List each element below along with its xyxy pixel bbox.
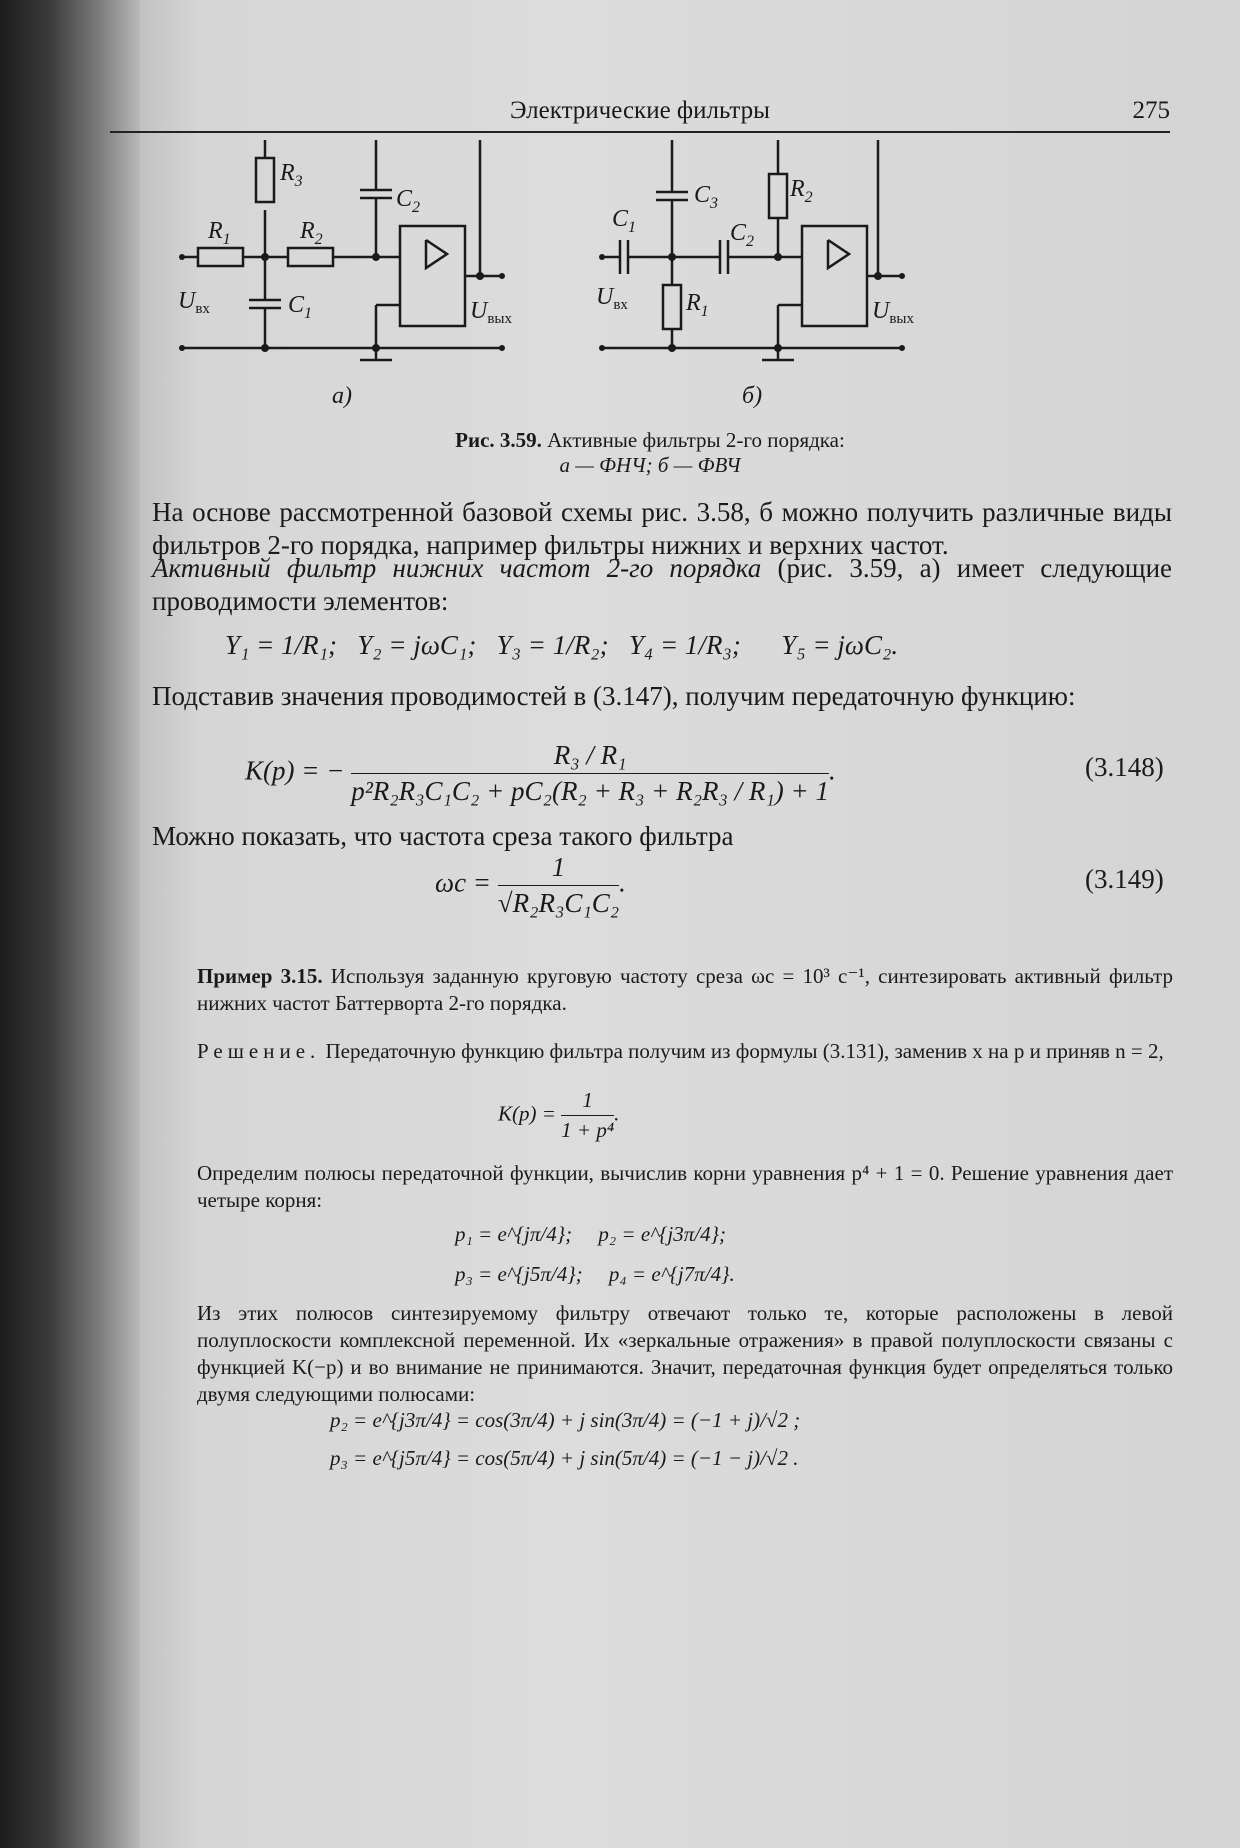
label-c2: $C_2$ [396, 186, 421, 216]
eq148-lhs: K(p) = − [245, 755, 345, 786]
label-c3: $C_3$ [694, 182, 719, 212]
poles-line-1: p₂ = e^{j3π/4} = cos(3π/4) + j sin(3π/4) = (−1 + j)/√2 ; [330, 1408, 801, 1432]
eq149-denominator: √R₂R₃C₁C₂ [497, 888, 620, 918]
label-c2: $C_2$ [730, 220, 755, 250]
figure-3-59b-highpass-circuit [590, 140, 1030, 440]
paragraph-2-rest: (рис. 3.59, а) имеет следующие проводимости элементов: [152, 553, 1173, 616]
kp-denominator: 1 + p⁴ [561, 1118, 615, 1142]
highpass-schematic [590, 140, 1030, 440]
lowpass-schematic [170, 140, 610, 440]
kp-fraction [561, 1088, 614, 1143]
label-c1: $C_1$ [288, 292, 313, 322]
page-number: 275 [1132, 97, 1170, 124]
label-uout: $U_{вых}$ [872, 298, 915, 327]
equation-number-3-148: (3.148) [1085, 752, 1164, 782]
running-header [110, 95, 1170, 133]
paragraph-3: Подставив значения проводимостей в (3.147), получим передаточную функцию: [152, 681, 1076, 711]
label-uin: $U_{вх}$ [596, 284, 628, 313]
caption-label: Рис. 3.59. [455, 428, 542, 452]
figure-caption [150, 428, 1150, 478]
roots-line-1: p₁ = e^{jπ/4}; p₂ = e^{j3π/4}; [455, 1222, 727, 1246]
eq148-numerator: R₃ / R₁ [351, 740, 829, 774]
example-text: Используя заданную круговую частоту среза ωc = 10³ c⁻¹, синтезировать активный фильтр нижних частот Баттерворта 2-го порядка. [197, 964, 1173, 1015]
label-r3: $R_3$ [280, 160, 303, 190]
paragraph-4: Можно показать, что частота среза такого фильтра [152, 821, 734, 851]
label-r2: $R_2$ [300, 218, 323, 248]
figure-3-59a-lowpass-circuit [170, 140, 610, 440]
eq149-numerator: 1 [498, 852, 619, 886]
paragraph-5: Определим полюсы передаточной функции, вычислив корни уравнения p⁴ + 1 = 0. Решение уравнения дает четыре корня: [197, 1161, 1173, 1212]
solution-text: Передаточную функцию фильтра получим из формулы (3.131), заменив x на p и приняв n = 2, [320, 1039, 1164, 1063]
kp-tail: . [614, 1101, 620, 1126]
label-uout: $U_{вых}$ [470, 298, 513, 327]
equation-conductances: Y₁ = 1/R₁; Y₂ = jωC₁; Y₃ = 1/R₂; Y₄ = 1/R₃; Y₅ = jωC₂. [225, 630, 899, 660]
solution-word: Решение. [197, 1039, 321, 1063]
equation-3-148 [245, 740, 836, 807]
example-3-15 [197, 963, 1173, 1017]
eq149-lhs: ωc = [435, 867, 492, 898]
label-r2: $R_2$ [790, 176, 813, 206]
label-r1: $R_1$ [208, 218, 231, 248]
solution-paragraph [197, 1038, 1173, 1065]
figure-b-label: б) [742, 383, 763, 409]
paragraph-6: Из этих полюсов синтезируемому фильтру отвечают только те, которые расположены в левой полуплоскости комплексной переменной. Их «зеркальные отражения» в правой полуплоскости связаны с функцией K(−p) и во внимание не принимаются. Значит, передаточная функция будет определяться только двумя следующими полюсами: [197, 1301, 1173, 1406]
caption-subtitle: а — ФНЧ; б — ФВЧ [559, 453, 741, 477]
label-c1: $C_1$ [612, 206, 637, 236]
equation-kp [498, 1088, 619, 1143]
paragraph-1: На основе рассмотренной базовой схемы рис. 3.58, б можно получить различные виды фильтров 2-го порядка, например фильтры нижних и верхних частот. [152, 497, 1172, 560]
figure-a-label: а) [332, 383, 352, 409]
eq148-denominator: p²R₂R₃C₁C₂ + pC₂(R₂ + R₃ + R₂R₃ / R₁) + 1 [351, 776, 829, 806]
kp-lhs: K(p) = [498, 1101, 556, 1126]
paragraph-2 [152, 552, 1172, 618]
equation-number-3-149: (3.149) [1085, 864, 1164, 894]
label-r1: $R_1$ [686, 290, 709, 320]
kp-numerator: 1 [561, 1088, 614, 1116]
eq149-tail: . [619, 867, 626, 898]
chapter-title: Электрические фильтры [510, 97, 770, 124]
poles-line-2: p₃ = e^{j5π/4} = cos(5π/4) + j sin(5π/4) = (−1 − j)/√2 . [330, 1446, 799, 1470]
roots-line-2: p₃ = e^{j5π/4}; p₄ = e^{j7π/4}. [455, 1262, 735, 1286]
eq149-fraction [498, 852, 619, 919]
equation-3-149 [435, 852, 626, 919]
eq148-fraction [351, 740, 829, 807]
label-uin: $U_{вх}$ [178, 288, 210, 317]
eq148-tail: . [829, 755, 836, 786]
caption-text: Активные фильтры 2-го порядка: [541, 428, 845, 452]
term-lowpass-filter: Активный фильтр нижних частот 2-го порядка [152, 553, 762, 583]
binding-shadow [0, 0, 140, 1848]
example-label: Пример 3.15. [197, 964, 323, 988]
